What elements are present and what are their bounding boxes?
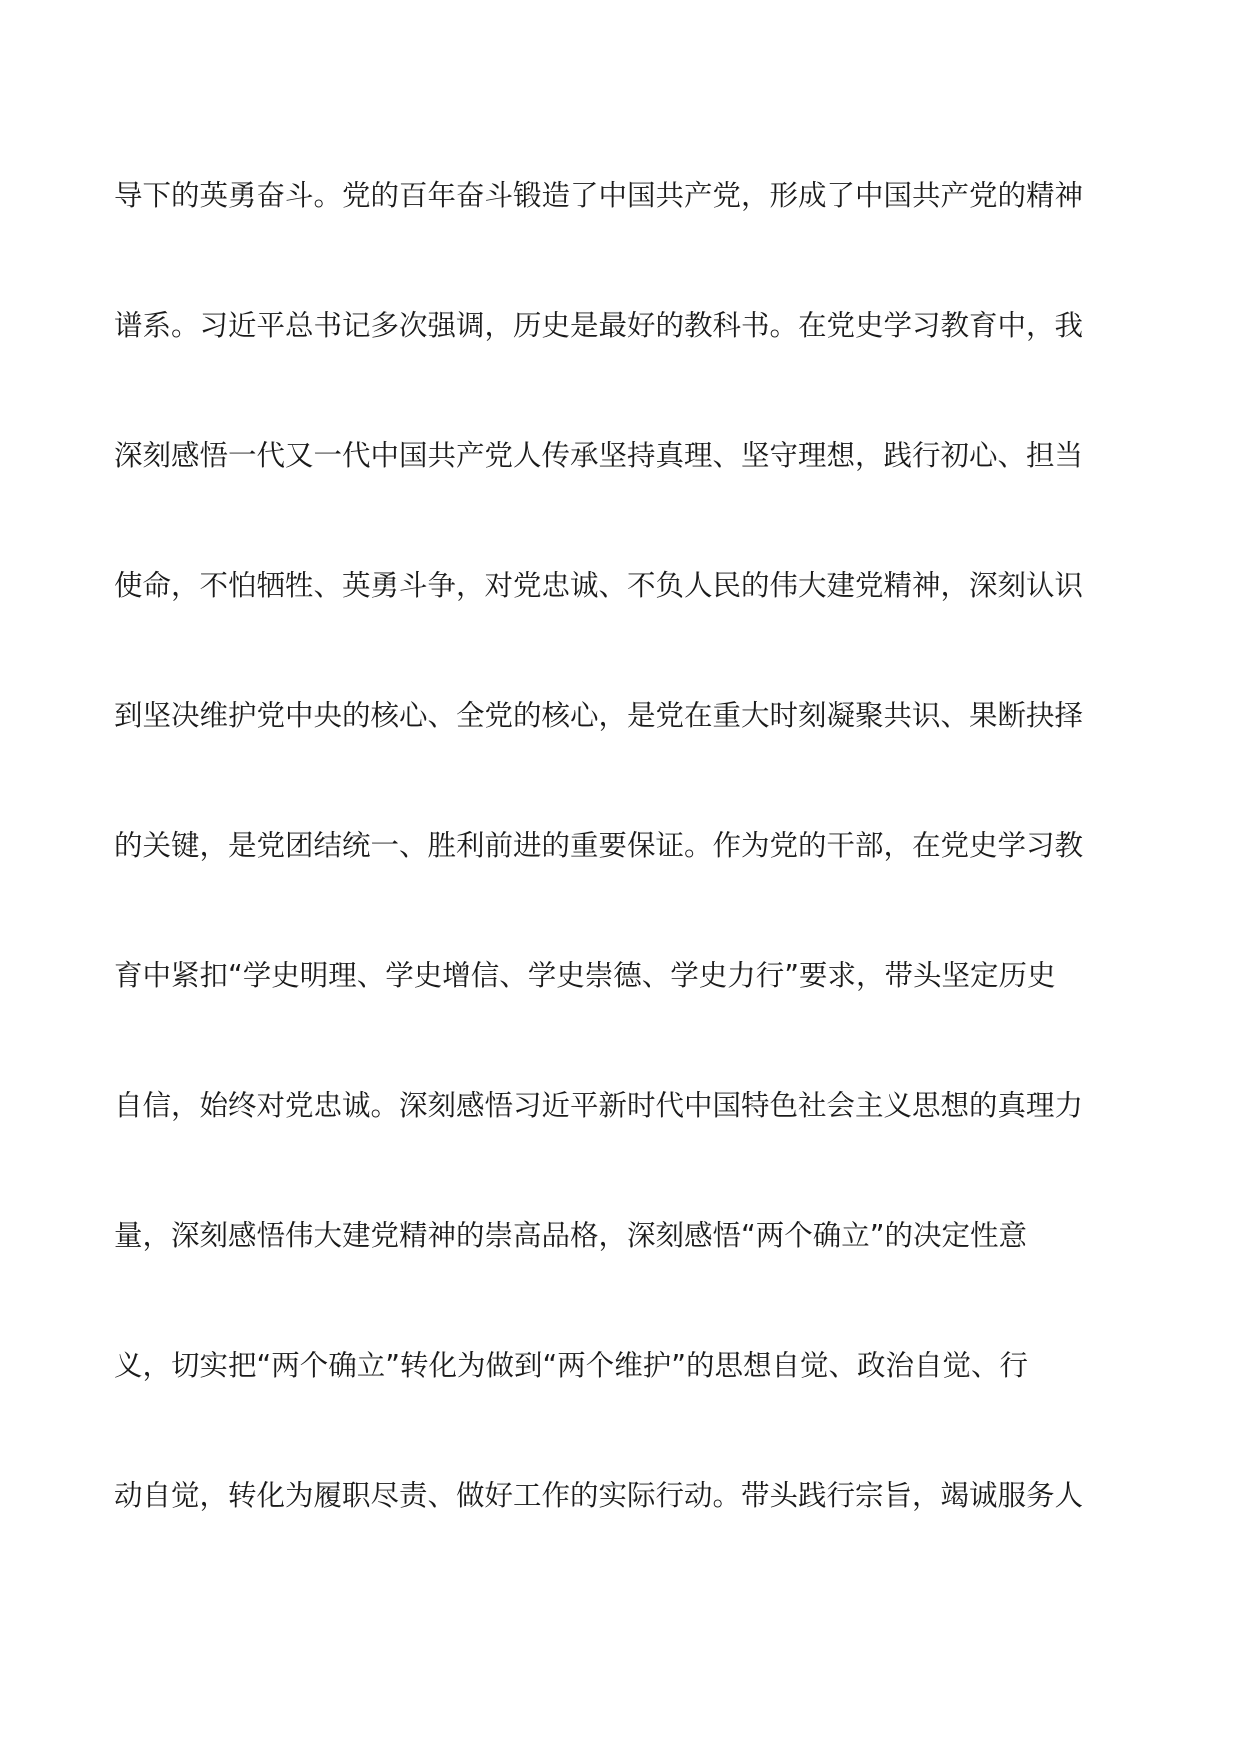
text-line: 义，切实把“两个确立”转化为做到“两个维护”的思想自觉、政治自觉、行 [114,1349,1029,1382]
text-line: 使命，不怕牺牲、英勇斗争，对党忠诚、不负人民的伟大建党精神，深刻认识 [114,569,1084,602]
text-line: 到坚决维护党中央的核心、全党的核心，是党在重大时刻凝聚共识、果断抉择 [114,699,1084,732]
body-text [114,160,1126,1590]
text-line: 谱系。习近平总书记多次强调，历史是最好的教科书。在党史学习教育中，我 [114,309,1084,342]
text-line: 导下的英勇奋斗。党的百年奋斗锻造了中国共产党，形成了中国共产党的精神 [114,179,1084,212]
text-line: 动自觉，转化为履职尽责、做好工作的实际行动。带头践行宗旨，竭诚服务人 [114,1479,1084,1512]
text-line: 育中紧扣“学史明理、学史增信、学史崇德、学史力行”要求，带头坚定历史 [114,959,1056,992]
text-line: 的关键，是党团结统一、胜利前进的重要保证。作为党的干部，在党史学习教 [114,829,1084,862]
text-line: 量，深刻感悟伟大建党精神的崇高品格，深刻感悟“两个确立”的决定性意 [114,1219,1028,1252]
text-line: 自信，始终对党忠诚。深刻感悟习近平新时代中国特色社会主义思想的真理力 [114,1089,1084,1122]
text-line: 深刻感悟一代又一代中国共产党人传承坚持真理、坚守理想，践行初心、担当 [114,439,1084,472]
